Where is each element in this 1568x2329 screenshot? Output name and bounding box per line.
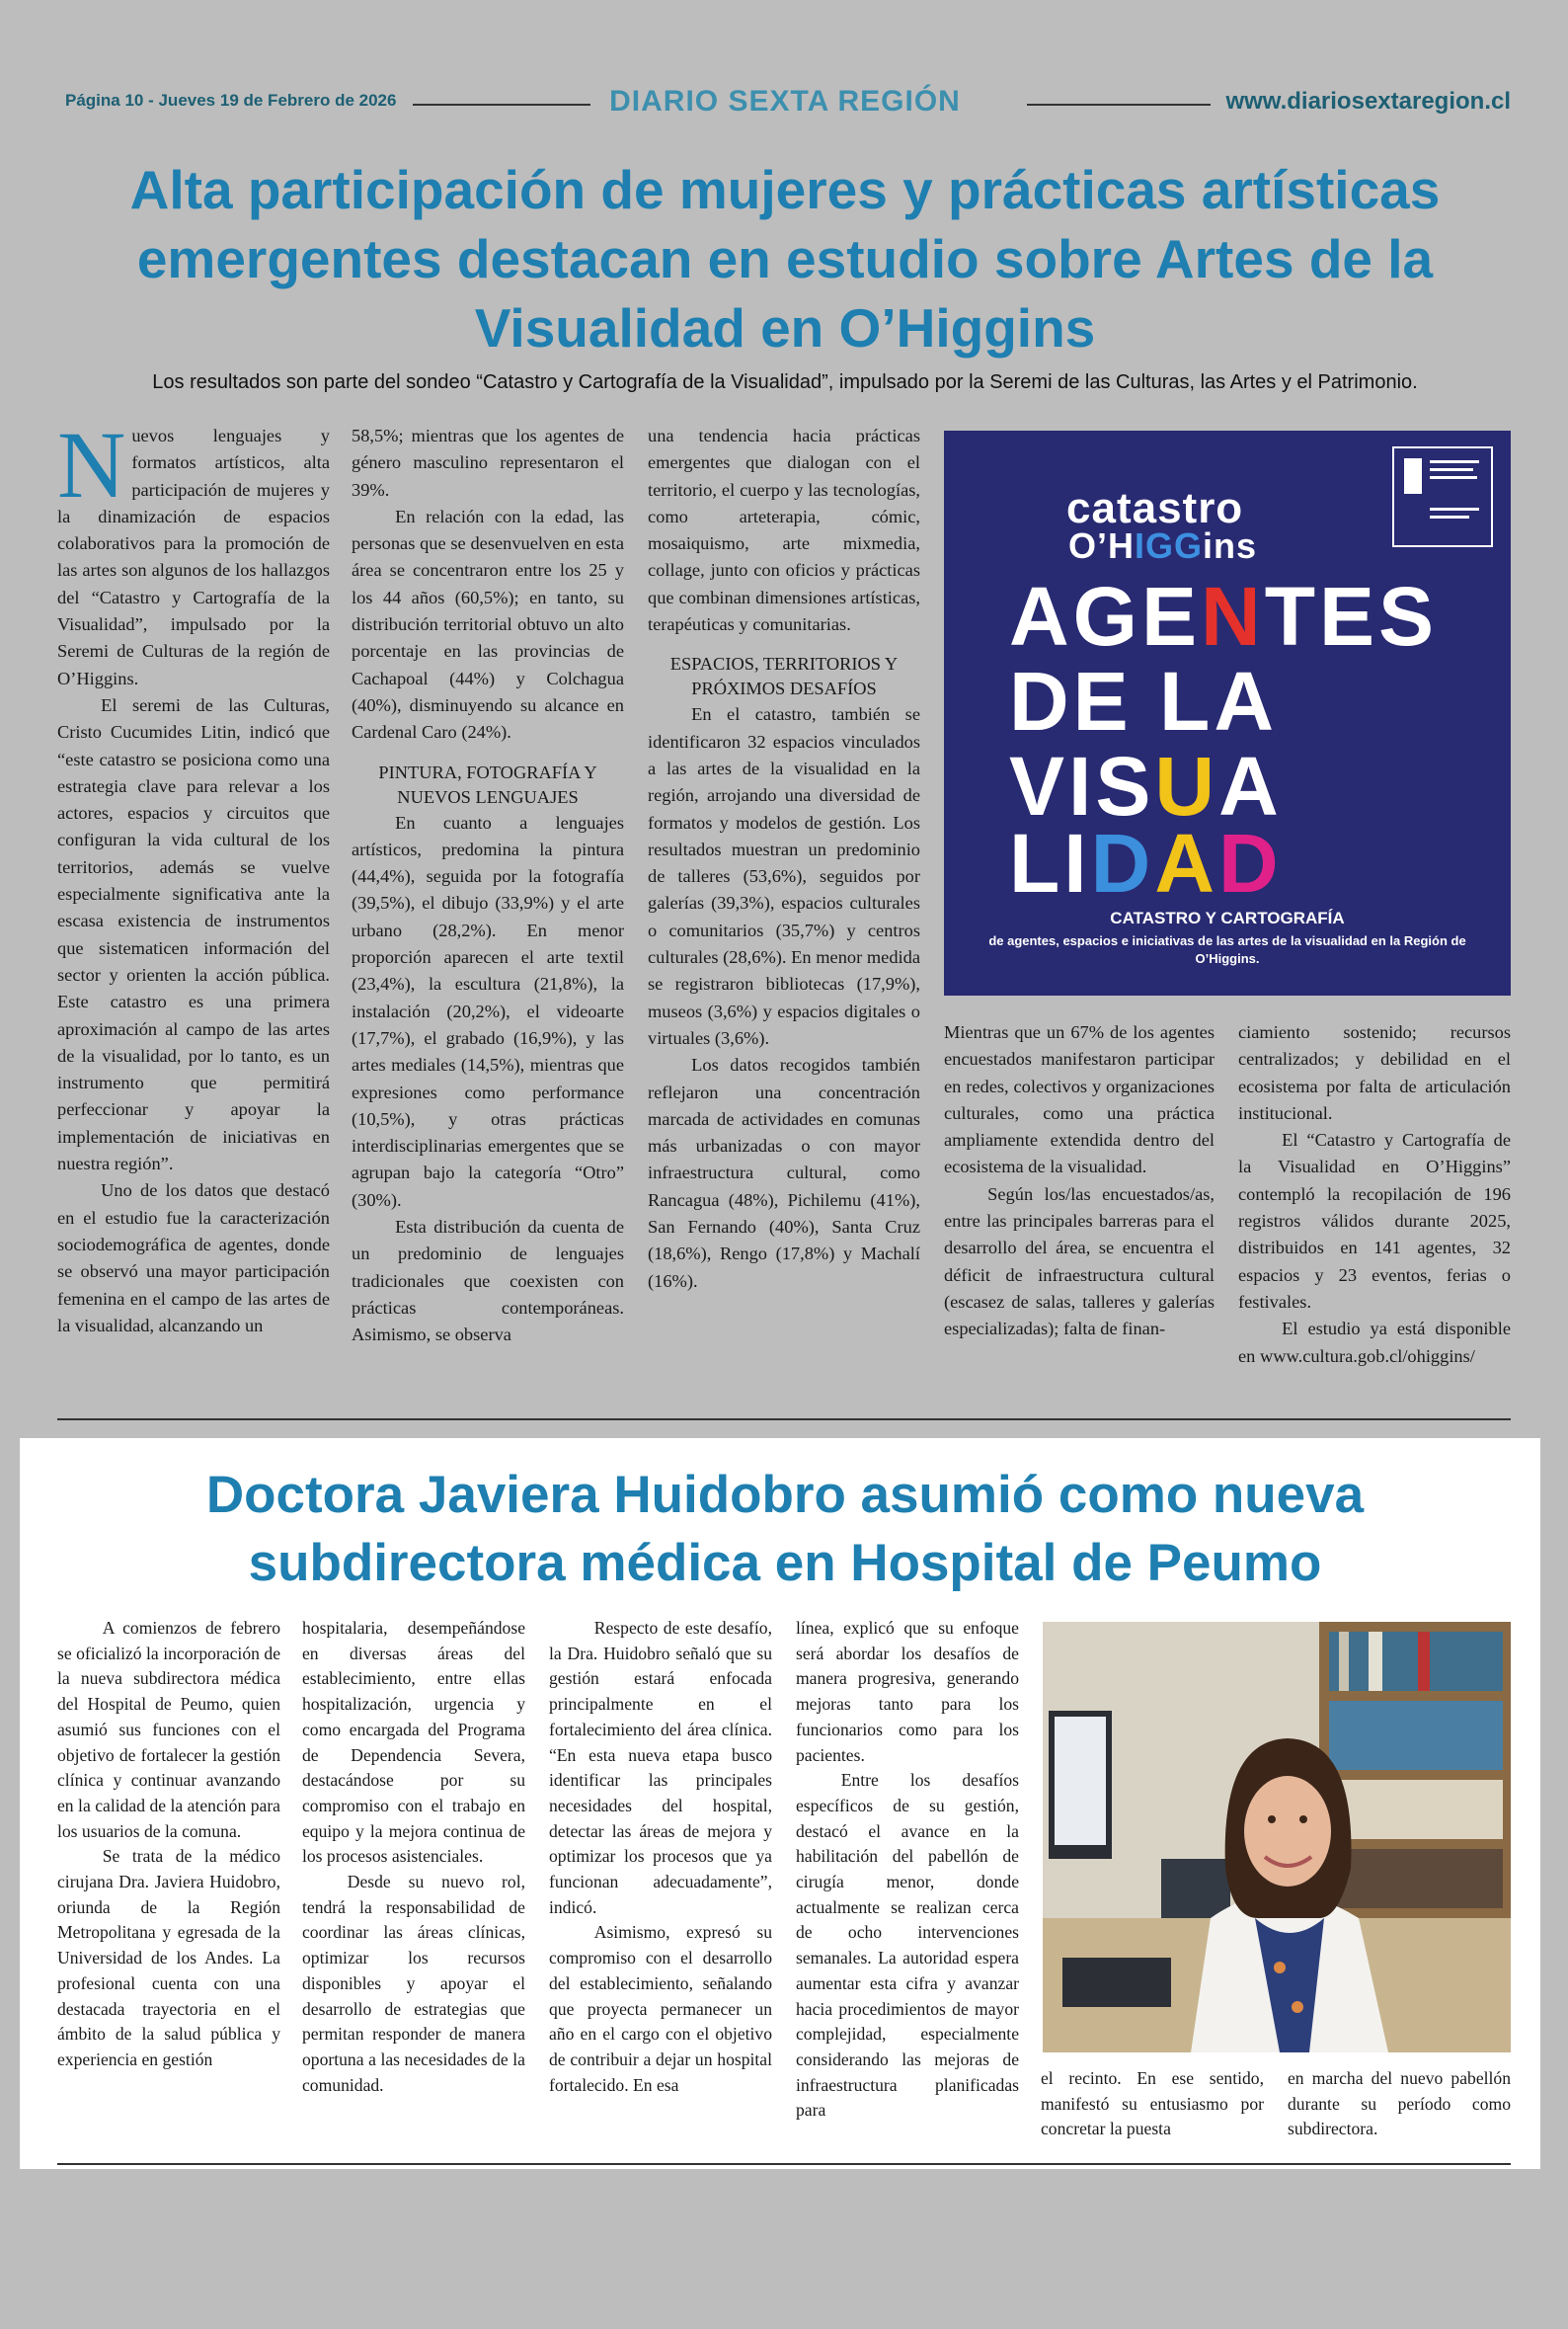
- paragraph: Desde su nuevo rol, tendrá la responsabilidad de coordinar las áreas clínicas, optimizar los recursos disponibles y apoyar el desarrollo de estrategias que permitan responder de manera oportuna a las necesidades de la comunidad.: [302, 1872, 525, 2095]
- paragraph: Mientras que un 67% de los agentes encuestados manifestaron participar en redes, colectivos y organizaciones culturales, como una práctica ampliamente extendida dentro del ecosistema de la visualidad.: [944, 1022, 1215, 1177]
- paragraph: hospitalaria, desempeñándose en diversas áreas del establecimiento, entre ellas hospitalización, urgencia y como encargada del Programa de Dependencia Severa, destacándose por su compromiso con el trabajo en equipo y la mejora continua de los procesos asistenciales.: [302, 1618, 525, 1867]
- article1-lead: Los resultados son parte del sondeo “Catastro y Cartografía de la Visualidad”, impulsado por la Seremi de las Culturas, las Artes y el Patrimonio.: [152, 371, 1418, 393]
- paragraph: ciamiento sostenido; recursos centralizados; y debilidad en el ecosistema por falta de articulación institucional.: [1238, 1022, 1511, 1123]
- poster-word-catastro: catastro: [1066, 484, 1244, 532]
- catastro-poster-image: [944, 431, 1511, 996]
- paragraph: Respecto de este desafío, la Dra. Huidobro señaló que su gestión estará enfocada principalmente en el fortalecimiento del área clínica. “En esta nueva etapa busco identificar las principales necesidades del hospital, detectar las áreas de mejora y optimizar los procesos que ya funcionan adecuadamente”, indicó.: [549, 1618, 772, 1917]
- poster-caption: CATASTRO Y CARTOGRAFÍA: [1110, 909, 1345, 927]
- paragraph: El estudio ya está disponible en www.cultura.gob.cl/ohiggins/: [1238, 1319, 1511, 1366]
- masthead-rule-right: [1027, 104, 1211, 106]
- paragraph: en marcha del nuevo pabellón durante su período como subdirectora.: [1288, 2068, 1511, 2139]
- paragraph: Uno de los datos que destacó en el estudio fue la caracterización sociodemográfica de agentes, donde se observó una mayor participación femenina en el campo de las artes de la visualidad, alcanzando un: [57, 1180, 330, 1335]
- paragraph: 58,5%; mientras que los agentes de género masculino representaron el 39%.: [352, 426, 624, 500]
- paragraph: una tendencia hacia prácticas emergentes que dialogan con el territorio, el cuerpo y las tecnologías, como arteterapia, cómic, mosaiquismo, arte mixmedia, collage, junto con oficios y prácticas que combinan dimensiones artísticas, terapéuticas y comunitarias.: [648, 426, 920, 635]
- masthead: [59, 85, 1511, 130]
- poster-subcaption: de agentes, espacios e iniciativas de las artes de la visualidad en la Región de O’Higgins.: [988, 933, 1466, 966]
- poster-line-lidad: LIDAD: [1009, 817, 1283, 910]
- poster-line-agentes: AGENTES: [1009, 570, 1439, 663]
- bottom-divider: [57, 2163, 1511, 2165]
- paragraph: El seremi de las Culturas, Cristo Cucumides Litin, indicó que “este catastro se posiciona como una estrategia clave para relevar a los actores, espacios y circuitos que configuran la vida cultural de los territorios, además se vuelve especialmente significativa ante la escasa existencia de instrumentos que sistematicen información del sector y orienten la acción pública. Este catastro es una primera aproximación al campo de las artes de la visualidad, por lo tanto, es un instrumento que permitirá perfeccionar y apoyar la implementación de iniciativas en nuestra región”.: [57, 694, 330, 1174]
- article2-column-6: [1288, 2066, 1511, 2142]
- subheading: ESPACIOS, TERRITORIOS Y PRÓXIMOS DESAFÍOS: [669, 654, 899, 699]
- article2-column-1: [57, 1616, 280, 2073]
- article1-column-2: [352, 423, 624, 1349]
- paragraph: En el catastro, también se identificaron 32 espacios vinculados a las artes de la visualidad en la región, arrojando una diversidad de formatos y modelos de gestión. Los resultados muestran un predominio de talleres (53,6%), seguidos por galerías (39,3%), espacios culturales o comunitarios (35,7%) y centros culturales (28,6%). En menor medida se registraron bibliotecas (17,9%), museos (3,6%) y espacios digitales o virtuales (3,6%).: [648, 704, 920, 1048]
- paragraph: Nuevos lenguajes y formatos artísticos, alta participación de mujeres y la dinamización de espacios colaborativos para la promoción de las artes son algunos de los hallazgos del “Catastro y Cartografía de la Visualidad”, impulsado por la Seremi de Culturas de la región de O’Higgins.: [57, 412, 330, 688]
- paragraph: En cuanto a lenguajes artísticos, predomina la pintura (44,4%), seguida por la fotografía (39,5%), el dibujo (33,9%) y el arte urbano (28,2%). En menor proporción aparecen el arte textil (23,4%), la escultura (21,8%), la instalación (20,2%), el videoarte (17,7%), el grabado (16,9%), y las artes mediales (14,5%), mientras que expresiones como performance (10,5%), y otras prácticas interdisciplinarias emergentes que se agrupan bajo la categoría “Otro” (30%).: [352, 812, 624, 1210]
- article2-column-4: [796, 1616, 1019, 2124]
- paper-name: DIARIO SEXTA REGIÓN: [609, 85, 961, 118]
- article1-headline: Alta participación de mujeres y prácticas artísticas emergentes destacan en estudio sobre Artes de la Visualidad en O’Higgins: [129, 159, 1441, 359]
- article1-column-5: [1238, 1019, 1511, 1370]
- dropcap: N: [57, 412, 126, 518]
- paragraph: el recinto. En ese sentido, manifestó su entusiasmo por concretar la puesta: [1041, 2068, 1264, 2139]
- doctor-portrait-photo: [1043, 1622, 1511, 2052]
- poster-line-visua: VISUA: [1009, 740, 1283, 833]
- paragraph: Según los/las encuestados/as, entre las principales barreras para el desarrollo del área, se encuentra el déficit de infraestructura cultural (escasez de salas, talleres y galerías especializadas); falta de finan-: [944, 1183, 1215, 1339]
- page-date: Página 10 - Jueves 19 de Febrero de 2026: [65, 91, 397, 110]
- article2-column-3: [549, 1616, 772, 2098]
- article1-column-3: [648, 423, 920, 1295]
- paragraph: En relación con la edad, las personas que se desenvuelven en esta área se concentraron entre los 25 y los 44 años (60,5%); en tanto, su distribución territorial obtuvo un alto porcentaje en las provincias de Cachapoal (44%) y Colchagua (40%), disminuyendo su alcance en Cardenal Caro (24%).: [352, 506, 624, 743]
- paragraph: Asimismo, expresó su compromiso con el desarrollo del establecimiento, señalando que proyecta permanecer un año en el cargo con el objetivo de contribuir a dejar un hospital fortalecido. En esa: [549, 1922, 772, 2095]
- article1-column-4: [944, 1019, 1215, 1343]
- paragraph: línea, explicó que su enfoque será abordar los desafíos de manera progresiva, generando mejoras tanto para los funcionarios como para los pacientes.: [796, 1618, 1019, 1765]
- article2-column-5: [1041, 2066, 1264, 2142]
- paragraph: Se trata de la médico cirujana Dra. Javiera Huidobro, oriunda de la Región Metropolitana y egresada de la Universidad de los Andes. La profesional cuenta con una destacada trayectoria en el ámbito de la salud pública y experiencia en gestión: [57, 1846, 280, 2069]
- article2-column-2: [302, 1616, 525, 2098]
- subheading: PINTURA, FOTOGRAFÍA Y NUEVOS LENGUAJES: [378, 762, 597, 807]
- article2-headline: Doctora Javiera Huidobro asumió como nueva subdirectora médica en Hospital de Peumo: [205, 1466, 1365, 1592]
- paragraph: El “Catastro y Cartografía de la Visualidad en O’Higgins” contempló la recopilación de 196 registros válidos durante 2025, distribuidos en 141 agentes, 32 espacios y 23 eventos, ferias o festivales.: [1238, 1130, 1511, 1312]
- gobierno-logo-icon: [1392, 446, 1493, 547]
- article1-column-1: [57, 412, 330, 1339]
- paragraph: A comienzos de febrero se oficializó la incorporación de la nueva subdirectora médica del Hospital de Peumo, quien asumió sus funciones con el objetivo de fortalecer la gestión clínica y continuar avanzando en la calidad de la atención para los usuarios de la comuna.: [57, 1618, 280, 1841]
- portrait-illustration: [1043, 1622, 1511, 2052]
- website-link[interactable]: www.diariosextaregion.cl: [1225, 88, 1511, 115]
- poster-word-ohiggins: O’HIGGins: [1068, 525, 1258, 566]
- paragraph: Entre los desafíos específicos de su gestión, destacó el avance en la habilitación del pabellón de cirugía menor, donde actualmente se realizan cerca de ocho intervenciones semanales. La autoridad espera aumentar esta cifra y avanzar hacia procedimientos de mayor complejidad, especialmente considerando las mejoras de infraestructura planificadas para: [796, 1770, 1019, 2121]
- article-divider: [57, 1418, 1511, 1420]
- paragraph: Esta distribución da cuenta de un predominio de lenguajes tradicionales que coexisten con prácticas contemporáneas. Asimismo, se observa: [352, 1217, 624, 1345]
- paragraph: Los datos recogidos también reflejaron una concentración marcada de actividades en comunas más urbanizadas o con mayor infraestructura cultural, como Rancagua (48%), Pichilemu (41%), San Fernando (40%), Santa Cruz (18,6%), Rengo (17,8%) y Machalí (16%).: [648, 1055, 920, 1291]
- poster-line-de-la: DE LA: [1009, 655, 1278, 748]
